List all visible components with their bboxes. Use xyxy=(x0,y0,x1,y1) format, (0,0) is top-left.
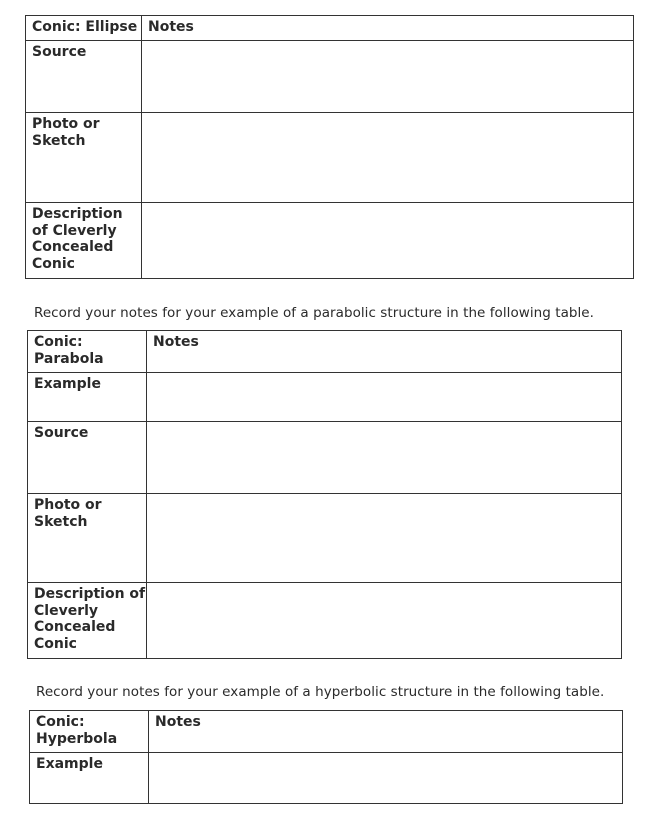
header-notes-cell: Notes xyxy=(149,711,623,753)
row-label-description: Description of Cleverly Concealed Conic xyxy=(26,203,142,279)
header-label-cell: Conic: Hyperbola xyxy=(30,711,149,753)
row-label-photo: Photo or Sketch xyxy=(28,494,147,583)
table-row xyxy=(28,373,622,422)
row-label-description: Description of Cleverly Concealed Conic xyxy=(28,583,147,659)
notes-field-description[interactable] xyxy=(142,203,634,279)
row-label-example: Example xyxy=(30,753,149,804)
table-row xyxy=(26,113,634,203)
notes-field-photo[interactable] xyxy=(147,494,622,583)
table-row xyxy=(28,583,622,659)
table-row xyxy=(26,203,634,279)
header-notes-cell: Notes xyxy=(147,331,622,373)
notes-field-source[interactable] xyxy=(142,41,634,113)
header-label-cell: Conic: Ellipse xyxy=(26,16,142,41)
table-row xyxy=(28,422,622,494)
table-row xyxy=(28,494,622,583)
table-header-row xyxy=(28,331,622,373)
ellipse-table xyxy=(25,15,634,279)
table-row xyxy=(26,41,634,113)
notes-field-photo[interactable] xyxy=(142,113,634,203)
parabola-table xyxy=(27,330,622,659)
notes-field-source[interactable] xyxy=(147,422,622,494)
header-notes-cell: Notes xyxy=(142,16,634,41)
row-label-source: Source xyxy=(26,41,142,113)
row-label-photo: Photo or Sketch xyxy=(26,113,142,203)
table-header-row xyxy=(26,16,634,41)
row-label-source: Source xyxy=(28,422,147,494)
notes-field-description[interactable] xyxy=(147,583,622,659)
row-label-example: Example xyxy=(28,373,147,422)
notes-field-example[interactable] xyxy=(149,753,623,804)
hyperbola-table xyxy=(29,710,623,804)
parabola-instruction: Record your notes for your example of a parabolic structure in the following table. xyxy=(34,305,595,321)
table-header-row xyxy=(30,711,623,753)
hyperbola-instruction: Record your notes for your example of a hyperbolic structure in the following table. xyxy=(36,684,605,700)
notes-field-example[interactable] xyxy=(147,373,622,422)
table-row xyxy=(30,753,623,804)
header-label-cell: Conic: Parabola xyxy=(28,331,147,373)
